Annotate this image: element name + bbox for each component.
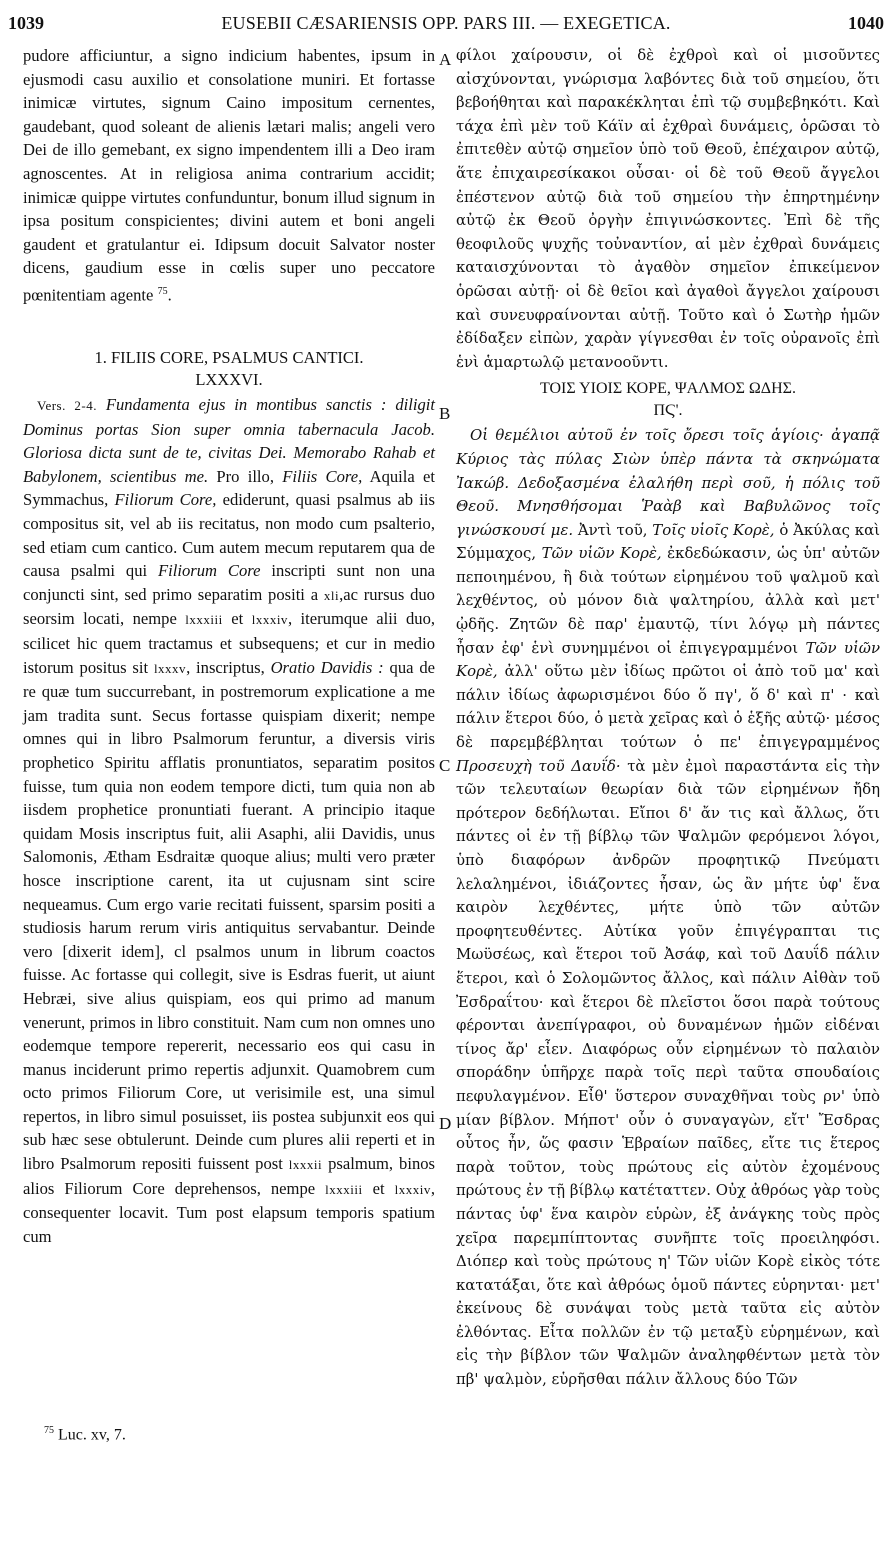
footnote — [44, 1425, 126, 1444]
psalm-numeral: lxxxv — [153, 660, 187, 676]
greek-text: τὰ μὲν ἐμοὶ παραστάντα εἰς τὴν τῶν τελευταίων θεωρίαν διὰ τῶν εἰρημένων ἤδη πρότερον δεδήλωται. Εἴποι δ' ἄν τις καὶ ἄλλως, ὅτι πάντες οἱ ἐν τῇ βίβλῳ τῶν Ψαλμῶν φερόμενοι λόγοι, ὑπὸ διαφόρων ἀνδρῶν προφητικῷ Πνεύματι λελαλημένοι, ἰδιάζοντες ἦσαν, ὡς ἂν μήτε ὑφ' ἕνα καιρὸν λεχθέντες, μήτε ὑπὸ τῶν αὐτῶν προφητευθέντες. Αὐτίκα γοῦν ἐπιγέγραπται τις Μωϋσέως, καὶ ἕτεροι τοῦ Ἀσάφ, καὶ τοῦ Δαυΐδ πάλιν ἕτεροι, καὶ ὁ Σολομῶντος ἄλλος, καὶ πάλιν Αἰθὰν τοῦ Ἐσδραΐτου· καὶ ἕτεροι δὲ πλεῖστοι ὅσοι παρὰ τούτους φέρονται ἀνεπίγραφοι, οὐ δυναμένων ἡμῶν εἰδέναι τίνος ἄρ' εἶεν. Διαφόρως οὖν εἰρημένων τὸ παλαιὸν σποράδην ὑπῆρχε παρὰ τοῖς περὶ ταῦτα σπουδαίοις πεφυλαγμένον. Εἶθ' ὕστερον συναχθῆναι τοὺς ρν' ὑπὸ μίαν βίβλον. Μήποτ' οὖν ὁ συναγαγὼν, εἴτ' Ἔσδρας οὗτος ἦν, ὥς φασιν Ἑβραίων παῖδες, εἴτε τις ἕτερος παρὰ τοῦτον, τοὺς πρώτους εἰς αὐτὸν ἐχομένους πρώτους ἐν τῇ βίβλῳ κατέταττεν. Οὐχ ἀθρόως γὰρ τοὺς πάντας ὑφ' ἕνα καιρὸν εὑρὼν, ἐξ ἀνάγκης τοὺς πρὸς χεῖρα παρεμπίπτοντας συνῆπτε τοῖς προειληφόσι. Διόπερ καὶ τοὺς πρώτους η' Τῶν υἱῶν Κορὲ εἰκὸς τότε κατατάξαι, ὅτε καὶ ἀθρόως ὁμοῦ πάντες εὑρηνται· μετ' ἐκείνους δὲ συνάψαι τοὺς μετὰ ταῦτα εἰς αὐτὸν ἐλθόντας. Εἶτα πολλῶν ἐν τῷ μεταξὺ εὑρημένων, καὶ εἰς τὴν βίβλον τῶν Ψαλμῶν ἀναληφθέντων μετὰ τὸν πβ' ψαλμὸν, εὑρῆσθαι πάλιν ἄλλους δύο Τῶν — [456, 756, 880, 1389]
psalm-numeral: lxxxiii — [185, 612, 223, 628]
psalm-numeral: lxxxiv — [251, 612, 288, 628]
psalm-numeral: xli — [323, 587, 340, 603]
footnote-mark: 75 — [44, 1425, 54, 1436]
greek-paragraph-1: φίλοι χαίρουσιν, οἱ δὲ ἐχθροὶ καὶ οἱ μισοῦντες αἰσχύνονται, γνώρισμα λαβόντες διὰ τοῦ σημείου, ὅτι βεβοήθηται καὶ παρακέκληται ἐπὶ τῷ συμβεβηκότι. Καὶ τάχα ἐπὶ μὲν τοῦ Κάϊν αἱ ἐχθραὶ δυνάμεις, ὁρῶσαι τὸ ἐπιτεθὲν αὐτῷ σημεῖον ὑπὸ τοῦ Θεοῦ, ἐπέχαιρον αὐτῷ, ἅτε ἐπιχαιρεσίκακοι οὖσαι· οἱ δὲ τοῦ Θεοῦ ἄγγελοι ἐπέστενον αὐτῷ διὰ τοῦ σημείου τὴν ἐπηρτημένην αὐτῷ ἐκ Θεοῦ ὀργὴν ἐπιγινώσκοντες. Ἐπὶ δὲ τῆς θεοφιλοῦς ψυχῆς τοὐναντίον, αἱ μὲν ἐχθραὶ δυνάμεις καταισχύνονται τὸ ἀγαθὸν σημεῖον ἐπικείμενον ὁρῶσαι αὐτῇ· οἱ δὲ θεῖοι καὶ ἀγαθοὶ ἄγγελοι χαίρουσι καὶ συνευφραίνονται αὐτῇ. Τοῦτο καὶ ὁ Σωτὴρ ἡμῶν ἐδίδαξεν εἰπὼν, χαρὰν γίγνεσθαι ἐν τοῖς οὐρανοῖς ἐπὶ ἑνὶ ἁμαρτωλῷ μετανοοῦντι. — [456, 46, 880, 371]
greek-verse-text: Οἱ θεμέλιοι αὐτοῦ ἐν τοῖς ὄρεσι τοῖς ἁγίοις· ἀγαπᾷ Κύριος τὰς πύλας Σιὼν ὑπὲρ πάντα τὰ σκηνώματα Ἰακώβ. Δεδοξασμένα ἐλαλήθη περὶ σοῦ, ἡ πόλις τοῦ Θεοῦ. Μνησθήσομαι Ῥαὰβ καὶ Βαβυλῶνος τοῖς γινώσκουσί με. — [456, 426, 880, 539]
greek-section-title — [456, 378, 880, 422]
latin-italic: Oratio Davidis : — [270, 657, 384, 677]
latin-italic: Filiis Core, — [282, 466, 363, 486]
psalm-numeral: lxxxiv — [394, 1181, 431, 1197]
margin-letter-c: C — [439, 756, 451, 775]
latin-title-line-1: 1. FILIIS CORE, PSALMUS CANTICI. — [94, 348, 364, 368]
latin-section-title — [23, 347, 435, 391]
greek-italic: Προσευχὴ τοῦ Δαυΐδ· — [456, 756, 621, 775]
greek-italic: Τοῖς υἱοῖς Κορὲ, — [652, 520, 775, 539]
latin-text: inscripti sunt non una conjuncti sint, sed primo separatim positi a — [23, 561, 435, 604]
latin-text: , inscriptus, — [186, 657, 265, 677]
greek-text: ἀλλ' οὕτω μὲν ἰδίως πρῶτοι οἱ ἀπὸ τοῦ μα' καὶ πάλιν ἰδίως ἀφωρισμένοι δύο ὅ πγ', ὅ δ' καὶ π' · καὶ πάλιν ἕτεροι δύο, ὁ μετὰ χεῖρας καὶ ὁ ἑξῆς αὐτῷ· μέσος δὲ παρεμβέβληται τούτων ὁ πε' ἐπιγεγραμμένος — [456, 662, 881, 752]
verse-label: Vers. 2-4. — [37, 398, 97, 414]
latin-text: , iterumque alii duo, scilicet hic quem tractamus et subsequens; et cur in medio istorum positus sit — [23, 609, 436, 677]
greek-title-line-1: ΤΟΙΣ ΥΙΟΙΣ ΚΟΡΕ, ΨΑΛΜΟΣ ΩΔΗΣ. — [540, 380, 796, 398]
footnote-text: Luc. xv, 7. — [58, 1426, 126, 1444]
greek-text: Ἀντὶ τοῦ, — [577, 520, 648, 539]
latin-text: et — [231, 609, 244, 629]
page-number-left: 1039 — [8, 12, 44, 33]
latin-italic: Filiorum Core — [158, 561, 261, 581]
latin-italic: Filiorum Core, — [114, 490, 217, 510]
latin-paragraph-2 — [23, 393, 435, 1248]
greek-text: ἐκδεδώκασιν, ὡς ὑπ' αὐτῶν πεποιημένου, ἢ διὰ τούτων εἰρημένου τοῦ ψαλμοῦ καὶ λεχθέντος, οὐ μόνον διὰ ψαλτηρίου, ἀλλὰ καὶ μετ' ᾠδῆς. Ζητῶν δὲ παρ' ἐμαυτῷ, τίνι λόγῳ μὴ πάντες ἦσαν ἐφ' ἑνὶ συνημμένοι οἱ ἐπιγεγραμμένοι — [456, 544, 881, 657]
verse-text: Fundamenta ejus in montibus sanctis : diligit Dominus portas Sion super omnia tabernacula Jacob. Gloriosa dicta sunt de te, civitas Dei. Memorabo Rahab et Babylonem, scientibus me. — [23, 395, 435, 486]
latin-text: , consequenter locavit. Tum post elapsum temporis spatium cum — [23, 1178, 435, 1246]
psalm-numeral: lxxxiii — [325, 1181, 363, 1197]
latin-title-line-2: LXXXVI. — [195, 370, 263, 390]
running-header — [8, 10, 884, 36]
latin-text: Aquila et Symmachus, — [23, 466, 435, 510]
greek-italic: Τῶν υἱῶν Κορὲ, — [541, 544, 662, 563]
latin-text: pudore afficiuntur, a signo indicium habentes, ipsum in ejusmodi casu auxilio et consolatione muniri. Et fortasse inimicæ virtutes, signum Caino impositum cernentes, gaudebant, quod soleant de alienis lætari malis; angeli vero Dei de illo gemebant, ex signo impendentem illi a Deo iram agnoscentes. At in religiosa anima contrarium accidit; inimicæ quippe virtutes confunduntur, bonum illud signum in ipsa positum conspicientes; divini autem et boni angeli gaudent et gratulantur ei. Idipsum docuit Salvator noster dicens, gaudium esse in cœlis super uno peccatore pœnitentiam agente — [23, 46, 435, 305]
margin-letter-b: B — [439, 404, 451, 423]
latin-text: ediderunt, quasi psalmus ab iis compositus sit, vel ab iis recitatus, non modo cum psalterio, sed etiam cum cantico. Cum autem mecum reputarem qua de causa psalmi qui — [23, 490, 435, 581]
latin-text: Pro illo, — [216, 466, 274, 486]
page-number-right: 1040 — [847, 12, 884, 33]
margin-letter-d: D — [439, 1114, 452, 1133]
greek-title-line-2: ΠϚ'. — [653, 402, 683, 420]
latin-paragraph-1: pudore afficiuntur, a signo indicium habentes, ipsum in ejusmodi casu auxilio et consolatione muniri. Et fortasse inimicæ virtutes, signum Caino impositum cernentes, gaudebant, quod soleant de alienis lætari malis; angeli vero Dei de illo gemebant, ex signo impendentem illi a Deo iram agnoscentes. At in religiosa anima contrarium accidit; inimicæ quippe virtutes confunduntur, bonum illud signum in ipsa positum conspicientes; divini autem et boni angeli gaudent et gratulantur ei. Idipsum docuit Salvator noster dicens, gaudium esse in cœlis super uno peccatore pœnitentiam agente $^{75}$. — [23, 46, 435, 305]
margin-letter-a: A — [439, 50, 452, 69]
footnote-ref: 75 — [157, 285, 168, 297]
greek-text: ὁ Ἀκύλας καὶ Σύμμαχος, — [456, 520, 880, 563]
greek-column — [456, 44, 880, 1392]
latin-text: ,ac rursus duo seorsim locati, nempe — [23, 584, 435, 629]
latin-column — [23, 44, 435, 1248]
latin-text: qua de re quæ tum succurrebant, in postremorum explicatione a me jam tradita sunt. Secus fortasse quispiam dixerit; nempe omnes qui in libro Psalmorum feruntur, a diversis viris prophetico Spiritu afflatis pronuntiatos, separatim positos fuisse, tum quia non eodem tempore dicti, tum quia non ab iisdem prophetice pronuntiati fuerant. A principio itaque quidam Mosis inscriptus fuit, alii Asaphi, alii Davidis, unus Salomonis, Ætham Esdraitæ quoque alius; multi vero præter hosce inscriptione carent, ita ut cujusnam sint scire nequeamus. Cum ergo varie recitati fuissent, sparsim positi a studiosis harum rerum viris antiquitus servabantur. Deinde vero [dixerit idem], cl psalmos unum in librum coactos fuisse. Ac fortasse qui collegit, sive is Esdras fuerit, ut aiunt Hebræi, sive alius quispiam, eos qui primo ad manum venerunt, primos in libro constituit. Nam cum non omnes uno eodemque tempore repererit, necessario eos qui casu in manus inciderunt primo repertis adjunxit. Quamobrem cum octo primos Filiorum Core, ut verisimile est, una simul repertos, in libro simul posuisset, iis postea subjunxit eos qui sub hæc sese obtulerunt. Deinde cum plures alii reperti et in libro Psalmorum repositi fuissent post — [23, 657, 435, 1174]
running-title: EUSEBII CÆSARIENSIS OPP. PARS III. — EXEGETICA. — [221, 12, 671, 33]
greek-italic: Τῶν υἱῶν Κορὲ, — [456, 638, 880, 681]
greek-paragraph-2 — [456, 424, 880, 1391]
latin-text: psalmum, binos alios Filiorum Core deprehensos, nempe — [23, 1154, 435, 1198]
psalm-numeral: lxxxii — [288, 1157, 323, 1173]
latin-text: et — [372, 1178, 385, 1198]
